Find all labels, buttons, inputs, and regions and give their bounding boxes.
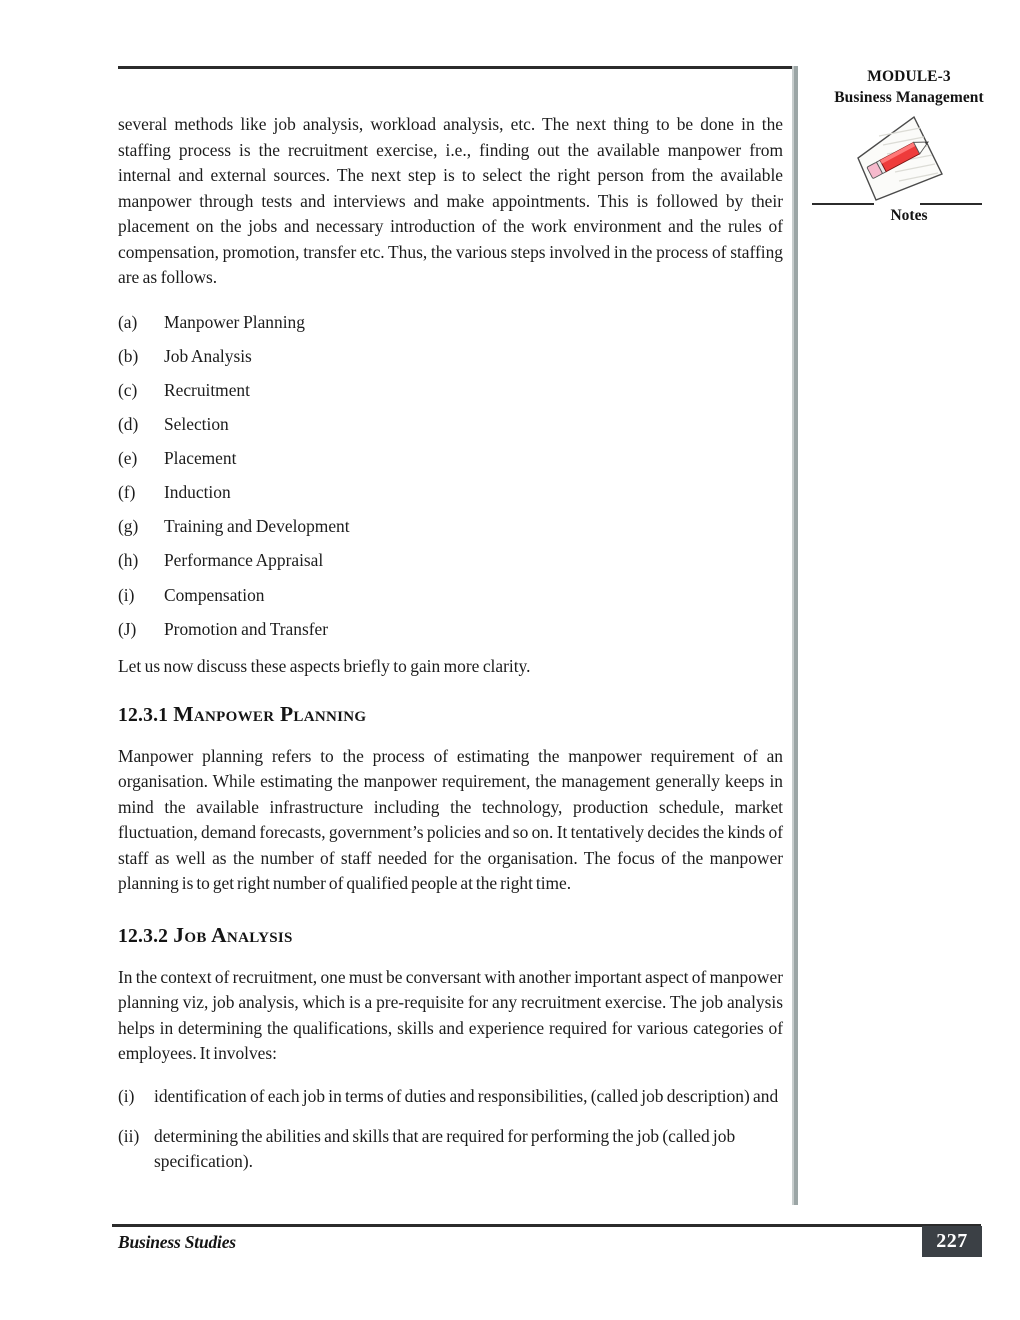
list-marker: (d) bbox=[118, 413, 139, 434]
list-marker: (J) bbox=[118, 618, 137, 639]
section-title: Manpower Planning bbox=[173, 701, 367, 726]
list-item-label: Manpower Planning bbox=[164, 311, 305, 332]
list-item bbox=[118, 311, 783, 334]
list-marker: (c) bbox=[118, 379, 138, 400]
job-analysis-items bbox=[118, 1084, 783, 1175]
intro-paragraph: several methods like job analysis, workload analysis, etc. The next thing to be done in the staffing process is the recruitment exercise, i.e., finding out the available manpower from internal and external sources. The next step is to select the right person from the available manpower through tests and interviews and make appointments. This is followed by their placement on the jobs and necessary introduction of the work environment and the rules of compensation, promotion, transfer etc. Thus, the various steps involved in the process of staffing are as follows. bbox=[118, 114, 783, 287]
notes-label: Notes bbox=[890, 207, 928, 224]
list-marker: (i) bbox=[118, 584, 135, 605]
list-marker: (b) bbox=[118, 345, 139, 366]
section1-paragraph: Manpower planning refers to the process of estimating the manpower requirement of an organisation. While estimating the manpower requirement, the management generally keeps in mind the available infrastructure including the technology, production schedule, market fluctuation, demand forecasts, government’s policies and so on. It tentatively decides the kinds of staff as well as the number of staff needed for the organisation. The focus of the manpower planning is to get right number of qualified people at the right time. bbox=[118, 745, 783, 894]
list-item bbox=[118, 549, 783, 572]
section2-paragraph: In the context of recruitment, one must be conversant with another important aspect of manpower planning viz, job analysis, which is a pre-requisite for any recruitment exercise. The job analysis helps in determining the qualifications, skills and experience required for various categories of employees. It involves: bbox=[118, 966, 783, 1064]
list-item bbox=[118, 345, 783, 368]
list-marker: (g) bbox=[118, 516, 139, 537]
footer-book-title: Business Studies bbox=[118, 1232, 236, 1252]
notes-rule-right bbox=[920, 203, 982, 205]
body-column bbox=[118, 112, 783, 1190]
list-item-label: Job Analysis bbox=[164, 345, 252, 366]
list-item bbox=[118, 618, 783, 641]
list-item-label: Selection bbox=[164, 413, 229, 434]
list-item bbox=[118, 515, 783, 538]
list-item-label: Performance Appraisal bbox=[164, 550, 324, 571]
list-item-label: Compensation bbox=[164, 584, 265, 605]
list-item-label: identification of each job in terms of duties and responsibilities, (called job description) and bbox=[154, 1085, 779, 1106]
list-item-label: Recruitment bbox=[164, 379, 250, 400]
staffing-steps-list bbox=[118, 311, 783, 641]
list-marker: (ii) bbox=[118, 1126, 140, 1147]
list-item bbox=[118, 447, 783, 470]
notes-rule-left bbox=[812, 203, 874, 205]
list-marker: (a) bbox=[118, 311, 138, 332]
transition-paragraph: Let us now discuss these aspects briefly to gain more clarity. bbox=[118, 656, 531, 677]
footer-rule bbox=[112, 1224, 981, 1227]
list-item bbox=[118, 379, 783, 402]
list-marker: (f) bbox=[118, 482, 136, 503]
section-number: 12.3.2 bbox=[118, 925, 169, 947]
list-item-label: determining the abilities and skills that are required for performing the job (called job specification). bbox=[154, 1126, 736, 1172]
section-title: Job Analysis bbox=[173, 922, 293, 947]
list-marker: (h) bbox=[118, 550, 139, 571]
list-item-label: Promotion and Transfer bbox=[164, 618, 329, 639]
notepad-pencil-icon bbox=[846, 112, 952, 204]
list-item-label: Training and Development bbox=[164, 516, 350, 537]
list-item bbox=[118, 1084, 783, 1109]
margin-divider bbox=[792, 66, 798, 1205]
section-number: 12.3.1 bbox=[118, 704, 169, 726]
module-header bbox=[806, 66, 1012, 109]
header-rule bbox=[118, 66, 795, 69]
module-number: MODULE-3 bbox=[867, 68, 951, 85]
list-marker: (i) bbox=[118, 1085, 135, 1106]
list-item bbox=[118, 1124, 783, 1175]
list-item-label: Placement bbox=[164, 448, 237, 468]
section-heading-12-3-2 bbox=[118, 923, 783, 948]
module-subject: Business Management bbox=[834, 89, 984, 107]
section-heading-12-3-1 bbox=[118, 702, 783, 727]
list-item-label: Induction bbox=[164, 482, 231, 503]
list-marker: (e) bbox=[118, 448, 138, 468]
list-item bbox=[118, 481, 783, 504]
page-number-badge: 227 bbox=[922, 1226, 982, 1257]
list-item bbox=[118, 584, 783, 607]
list-item bbox=[118, 413, 783, 436]
